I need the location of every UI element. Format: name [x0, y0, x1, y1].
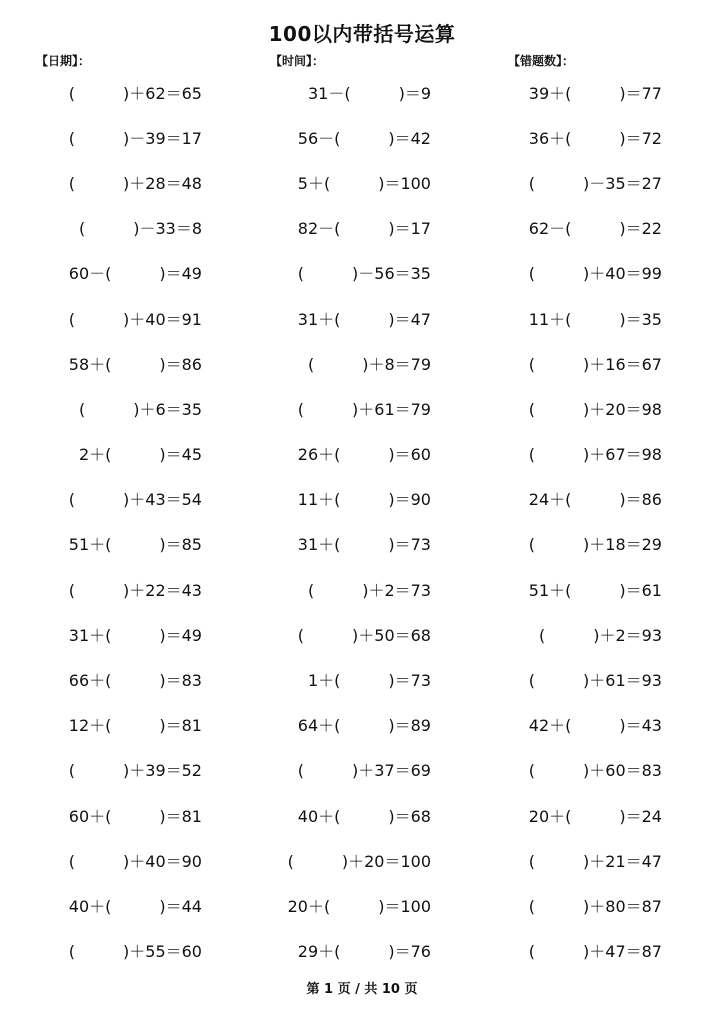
problem-text: ( )＋43＝54: [68, 490, 202, 510]
problem-text: 31＋( )＝73: [297, 535, 431, 555]
time-label: 【时间】：: [270, 54, 325, 68]
problem-text: ( )＋18＝29: [528, 535, 662, 555]
problem-text: ( )＋61＝93: [528, 671, 662, 691]
problem-text: ( )＋39＝52: [68, 761, 202, 781]
problem-text: 1＋( )＝73: [307, 671, 431, 691]
problem-row: [0, 342, 724, 387]
problem-text: 64＋( )＝89: [297, 716, 431, 736]
problem-text: 31－( )＝9: [307, 83, 431, 103]
problem-row: [0, 523, 724, 568]
problem-text: 40＋( )＝44: [68, 896, 202, 916]
problem-text: 2＋( )＝45: [78, 445, 202, 465]
problem-text: 26＋( )＝60: [297, 445, 431, 465]
problem-row: [0, 297, 724, 342]
problem-row: [0, 704, 724, 749]
problem-row: [0, 71, 724, 116]
problem-text: ( )＋61＝79: [297, 399, 431, 419]
problem-text: ( )＋40＝91: [68, 309, 202, 329]
problem-text: ( )＋22＝43: [68, 580, 202, 600]
problem-row: [0, 930, 724, 975]
problem-text: ( )－35＝27: [528, 173, 662, 193]
problem-text: ( )＋60＝83: [528, 761, 662, 781]
problem-text: ( )＋6＝35: [78, 399, 202, 419]
problem-text: ( )－33＝8: [78, 219, 202, 239]
problem-row: [0, 568, 724, 613]
problem-row: [0, 839, 724, 884]
problem-text: ( )＋67＝98: [528, 445, 662, 465]
problem-text: ( )－56＝35: [297, 264, 431, 284]
problem-text: 12＋( )＝81: [68, 716, 202, 736]
problem-row: [0, 884, 724, 929]
problem-text: 40＋( )＝68: [297, 806, 431, 826]
problem-text: ( )＋50＝68: [297, 625, 431, 645]
problem-text: ( )＋37＝69: [297, 761, 431, 781]
problem-text: 51＋( )＝85: [68, 535, 202, 555]
problem-row: [0, 658, 724, 703]
problem-text: ( )＋2＝93: [538, 625, 662, 645]
problem-text: ( )＋20＝100: [287, 851, 431, 871]
problem-text: 56－( )＝42: [297, 128, 431, 148]
problem-text: 20＋( )＝100: [287, 896, 431, 916]
problem-text: 66＋( )＝83: [68, 671, 202, 691]
problem-text: 5＋( )＝100: [297, 173, 431, 193]
problem-row: [0, 613, 724, 658]
problem-text: 82－( )＝17: [297, 219, 431, 239]
problem-text: 39＋( )＝77: [528, 83, 662, 103]
problem-text: 31＋( )＝47: [297, 309, 431, 329]
problem-row: [0, 207, 724, 252]
error-count-label: 【错题数】：: [508, 54, 575, 68]
problem-text: ( )－39＝17: [68, 128, 202, 148]
problem-text: 11＋( )＝90: [297, 490, 431, 510]
problem-text: ( )＋40＝90: [68, 851, 202, 871]
problem-text: 11＋( )＝35: [528, 309, 662, 329]
problem-text: 58＋( )＝86: [68, 354, 202, 374]
problem-text: ( )＋2＝73: [307, 580, 431, 600]
problem-row: [0, 794, 724, 839]
problem-text: 36＋( )＝72: [528, 128, 662, 148]
problem-text: ( )＋47＝87: [528, 942, 662, 962]
problem-row: [0, 478, 724, 523]
problem-row: [0, 433, 724, 478]
problem-text: ( )＋40＝99: [528, 264, 662, 284]
problem-text: 20＋( )＝24: [528, 806, 662, 826]
problem-row: [0, 116, 724, 161]
problem-row: [0, 387, 724, 432]
problem-text: 24＋( )＝86: [528, 490, 662, 510]
problem-text: ( )＋62＝65: [68, 83, 202, 103]
problem-text: 42＋( )＝43: [528, 716, 662, 736]
date-label: 【日期】：: [36, 54, 91, 68]
problem-text: 60－( )＝49: [68, 264, 202, 284]
page-title: 100以内带括号运算: [268, 22, 456, 46]
problem-text: ( )＋80＝87: [528, 896, 662, 916]
problem-text: ( )＋16＝67: [528, 354, 662, 374]
problem-text: ( )＋28＝48: [68, 173, 202, 193]
problem-text: 62－( )＝22: [528, 219, 662, 239]
problem-grid: [0, 71, 724, 975]
problem-text: 60＋( )＝81: [68, 806, 202, 826]
problem-row: [0, 161, 724, 206]
problem-text: ( )＋21＝47: [528, 851, 662, 871]
problem-text: ( )＋8＝79: [307, 354, 431, 374]
problem-row: [0, 252, 724, 297]
page-footer: 第 1 页 / 共 10 页: [306, 982, 418, 997]
problem-text: ( )＋20＝98: [528, 399, 662, 419]
problem-text: ( )＋55＝60: [68, 942, 202, 962]
problem-text: 29＋( )＝76: [297, 942, 431, 962]
problem-text: 51＋( )＝61: [528, 580, 662, 600]
problem-row: [0, 749, 724, 794]
problem-text: 31＋( )＝49: [68, 625, 202, 645]
